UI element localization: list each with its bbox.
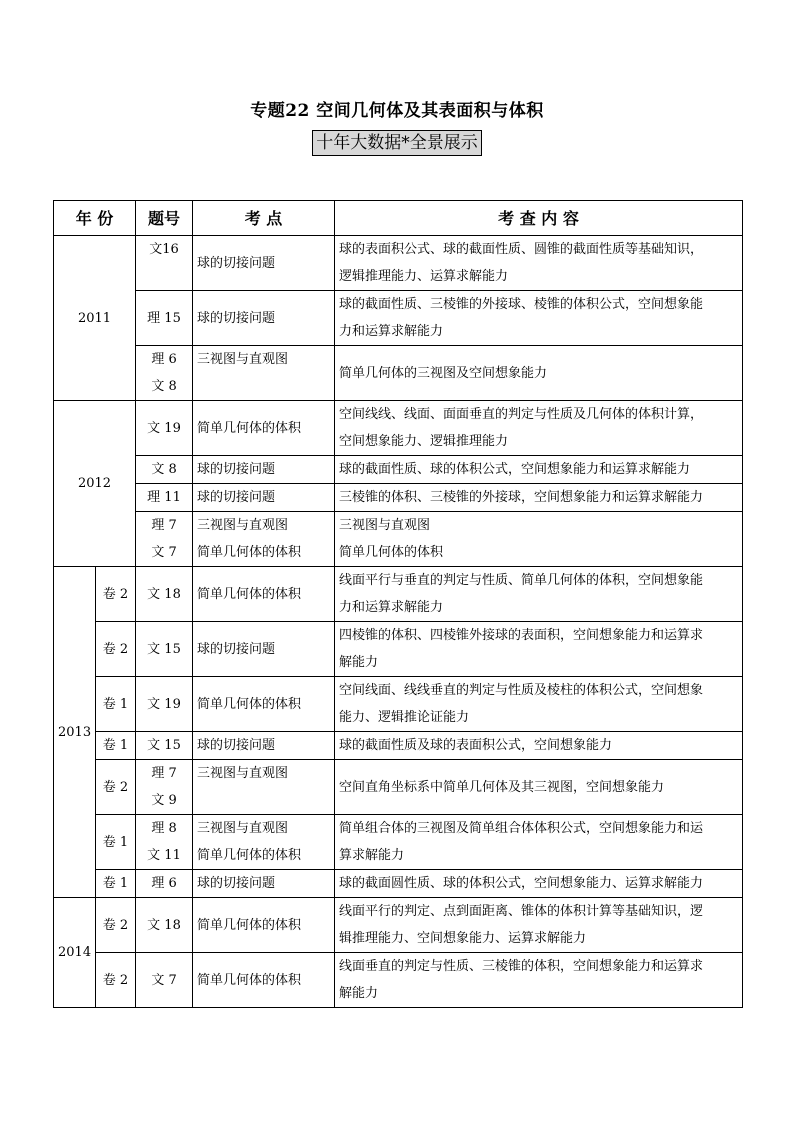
topic-cell bbox=[193, 236, 335, 291]
volume-cell: 卷 1 bbox=[96, 677, 136, 732]
content-cell bbox=[335, 236, 743, 291]
table-row bbox=[54, 567, 743, 622]
table-row bbox=[54, 346, 743, 401]
content-cell-line: 逻辑推理能力、运算求解能力 bbox=[339, 269, 509, 284]
question-cell-line: 文 18 bbox=[147, 917, 181, 933]
table-row bbox=[54, 953, 743, 1008]
year-cell: 2011 bbox=[54, 236, 136, 401]
topic-cell-line: 简单几何体的体积 bbox=[197, 848, 302, 863]
question-cell bbox=[136, 732, 193, 760]
question-cell bbox=[136, 291, 193, 346]
volume-cell: 卷 2 bbox=[96, 898, 136, 953]
question-cell-line: 理 8 bbox=[151, 821, 177, 836]
table-row bbox=[54, 484, 743, 512]
question-cell bbox=[136, 346, 193, 401]
topic-cell bbox=[193, 484, 335, 512]
table-row bbox=[54, 291, 743, 346]
topic-cell-line: 球的切接问题 bbox=[197, 738, 276, 753]
topic-cell-line: 球的切接问题 bbox=[197, 462, 276, 477]
content-cell-line: 空间想象能力、逻辑推理能力 bbox=[339, 434, 509, 449]
question-cell-line: 文 19 bbox=[147, 420, 181, 436]
volume-cell: 卷 2 bbox=[96, 622, 136, 677]
content-cell bbox=[335, 291, 743, 346]
content-cell-line: 线面平行与垂直的判定与性质、简单几何体的体积，空间想象能 bbox=[339, 573, 704, 588]
header-content: 考 查 内 容 bbox=[335, 201, 743, 236]
page-title: 专题22 空间几何体及其表面积与体积 bbox=[250, 101, 544, 121]
table-row bbox=[54, 898, 743, 953]
content-cell-line: 简单几何体的三视图及空间想象能力 bbox=[339, 365, 548, 381]
topic-cell-line: 简单几何体的体积 bbox=[197, 696, 302, 712]
question-cell bbox=[136, 456, 193, 484]
question-cell bbox=[136, 953, 193, 1008]
question-cell bbox=[136, 484, 193, 512]
topic-cell-line: 球的切接问题 bbox=[197, 255, 276, 271]
year-cell: 2013 bbox=[54, 567, 96, 898]
content-cell bbox=[335, 732, 743, 760]
topic-cell bbox=[193, 401, 335, 456]
question-cell bbox=[136, 815, 193, 870]
topic-cell-line: 三视图与直观图 bbox=[197, 766, 289, 781]
topic-cell bbox=[193, 732, 335, 760]
question-cell bbox=[136, 567, 193, 622]
topic-cell-line: 简单几何体的体积 bbox=[197, 972, 302, 988]
topic-cell-line: 球的切接问题 bbox=[197, 641, 276, 657]
question-cell-line: 文 11 bbox=[147, 848, 181, 863]
content-cell-line: 能力、逻辑推论证能力 bbox=[339, 710, 470, 725]
topic-cell bbox=[193, 622, 335, 677]
table-row bbox=[54, 732, 743, 760]
content-cell-line: 球的截面性质及球的表面积公式，空间想象能力 bbox=[339, 738, 613, 753]
content-cell bbox=[335, 953, 743, 1008]
content-cell-line: 解能力 bbox=[339, 986, 379, 1001]
topic-cell bbox=[193, 567, 335, 622]
question-cell-line: 文 19 bbox=[147, 696, 181, 712]
topic-cell bbox=[193, 760, 335, 815]
content-cell-line: 力和运算求解能力 bbox=[339, 324, 444, 339]
table-row bbox=[54, 677, 743, 732]
content-cell-line: 力和运算求解能力 bbox=[339, 600, 444, 615]
volume-cell: 卷 2 bbox=[96, 953, 136, 1008]
question-cell bbox=[136, 898, 193, 953]
header-topic: 考 点 bbox=[193, 201, 335, 236]
content-cell-line: 四棱锥的体积、四棱锥外接球的表面积，空间想象能力和运算求 bbox=[339, 628, 704, 643]
table-row bbox=[54, 622, 743, 677]
content-cell bbox=[335, 512, 743, 567]
topic-cell bbox=[193, 456, 335, 484]
content-cell-line: 简单几何体的体积 bbox=[339, 545, 444, 560]
question-cell-line: 理 6 bbox=[151, 876, 177, 891]
content-cell bbox=[335, 622, 743, 677]
content-cell-line: 解能力 bbox=[339, 655, 379, 670]
subtitle-container bbox=[0, 130, 794, 156]
question-cell bbox=[136, 677, 193, 732]
content-cell bbox=[335, 567, 743, 622]
content-cell bbox=[335, 677, 743, 732]
content-cell-line: 线面平行的判定、点到面距离、锥体的体积计算等基础知识，逻 bbox=[339, 904, 704, 919]
question-cell-line: 文16 bbox=[149, 242, 179, 257]
topic-cell-line: 简单几何体的体积 bbox=[197, 420, 302, 436]
volume-cell: 卷 1 bbox=[96, 815, 136, 870]
topic-cell-line: 简单几何体的体积 bbox=[197, 586, 302, 602]
table-row bbox=[54, 512, 743, 567]
table-row bbox=[54, 870, 743, 898]
topic-cell bbox=[193, 953, 335, 1008]
volume-cell: 卷 2 bbox=[96, 760, 136, 815]
year-cell: 2012 bbox=[54, 401, 136, 567]
content-cell-line: 辑推理能力、空间想象能力、运算求解能力 bbox=[339, 931, 587, 946]
question-cell bbox=[136, 401, 193, 456]
question-cell bbox=[136, 512, 193, 567]
page-subtitle: 十年大数据*全景展示 bbox=[312, 130, 482, 156]
table-header-row bbox=[54, 201, 743, 236]
content-cell-line: 空间线面、线线垂直的判定与性质及棱柱的体积公式，空间想象 bbox=[339, 683, 704, 698]
topic-cell bbox=[193, 815, 335, 870]
content-cell bbox=[335, 760, 743, 815]
content-cell bbox=[335, 870, 743, 898]
question-cell-line: 文 15 bbox=[147, 738, 181, 753]
year-cell: 2014 bbox=[54, 898, 96, 1008]
question-cell-line: 理 11 bbox=[147, 490, 181, 505]
content-cell-line: 简单组合体的三视图及简单组合体体积公式，空间想象能力和运 bbox=[339, 821, 704, 836]
topic-cell bbox=[193, 898, 335, 953]
question-cell bbox=[136, 236, 193, 291]
question-cell bbox=[136, 760, 193, 815]
content-cell bbox=[335, 401, 743, 456]
question-cell-line: 文 8 bbox=[151, 379, 177, 394]
topic-cell-line: 三视图与直观图 bbox=[197, 352, 289, 367]
question-cell-line: 理 7 bbox=[151, 518, 177, 533]
content-cell-line: 球的表面积公式、球的截面性质、圆锥的截面性质等基础知识， bbox=[339, 242, 704, 257]
content-cell bbox=[335, 456, 743, 484]
volume-cell: 卷 1 bbox=[96, 870, 136, 898]
topic-cell-line: 三视图与直观图 bbox=[197, 821, 289, 836]
topic-cell bbox=[193, 512, 335, 567]
volume-cell: 卷 1 bbox=[96, 732, 136, 760]
content-cell-line: 线面垂直的判定与性质、三棱锥的体积，空间想象能力和运算求 bbox=[339, 959, 704, 974]
content-cell-line: 球的截面性质、三棱锥的外接球、棱锥的体积公式，空间想象能 bbox=[339, 297, 704, 312]
topic-cell-line: 三视图与直观图 bbox=[197, 518, 289, 533]
topic-cell-line: 球的切接问题 bbox=[197, 490, 276, 505]
topic-cell bbox=[193, 870, 335, 898]
topic-cell-line: 球的切接问题 bbox=[197, 310, 276, 326]
topic-cell bbox=[193, 677, 335, 732]
table-row bbox=[54, 760, 743, 815]
question-cell-line: 文 9 bbox=[151, 793, 177, 808]
table-row bbox=[54, 236, 743, 291]
table-row bbox=[54, 401, 743, 456]
content-cell-line: 空间线线、线面、面面垂直的判定与性质及几何体的体积计算， bbox=[339, 407, 704, 422]
content-cell-line: 空间直角坐标系中简单几何体及其三视图，空间想象能力 bbox=[339, 779, 665, 795]
table-row bbox=[54, 456, 743, 484]
question-cell-line: 理 15 bbox=[147, 310, 181, 326]
table-row bbox=[54, 815, 743, 870]
topic-cell-line: 简单几何体的体积 bbox=[197, 545, 302, 560]
topic-cell bbox=[193, 346, 335, 401]
topic-cell bbox=[193, 291, 335, 346]
topic-cell-line: 简单几何体的体积 bbox=[197, 917, 302, 933]
content-cell bbox=[335, 898, 743, 953]
question-cell-line: 理 6 bbox=[151, 352, 177, 367]
content-cell-line: 三棱锥的体积、三棱锥的外接球，空间想象能力和运算求解能力 bbox=[339, 490, 704, 505]
header-question: 题号 bbox=[136, 201, 193, 236]
content-cell-line: 球的截面性质、球的体积公式，空间想象能力和运算求解能力 bbox=[339, 462, 691, 477]
content-cell bbox=[335, 484, 743, 512]
header-year: 年 份 bbox=[54, 201, 136, 236]
topic-cell-line: 球的切接问题 bbox=[197, 876, 276, 891]
exam-table bbox=[53, 200, 743, 1008]
question-cell-line: 理 7 bbox=[151, 766, 177, 781]
question-cell-line: 文 8 bbox=[151, 462, 177, 477]
question-cell-line: 文 15 bbox=[147, 641, 181, 657]
question-cell-line: 文 7 bbox=[151, 972, 177, 988]
question-cell bbox=[136, 870, 193, 898]
table-body bbox=[54, 236, 743, 1008]
content-cell bbox=[335, 815, 743, 870]
question-cell-line: 文 18 bbox=[147, 586, 181, 602]
question-cell-line: 文 7 bbox=[151, 545, 177, 560]
content-cell-line: 三视图与直观图 bbox=[339, 518, 431, 533]
question-cell bbox=[136, 622, 193, 677]
content-cell-line: 算求解能力 bbox=[339, 848, 405, 863]
content-cell bbox=[335, 346, 743, 401]
content-cell-line: 球的截面圆性质、球的体积公式，空间想象能力、运算求解能力 bbox=[339, 876, 704, 891]
volume-cell: 卷 2 bbox=[96, 567, 136, 622]
